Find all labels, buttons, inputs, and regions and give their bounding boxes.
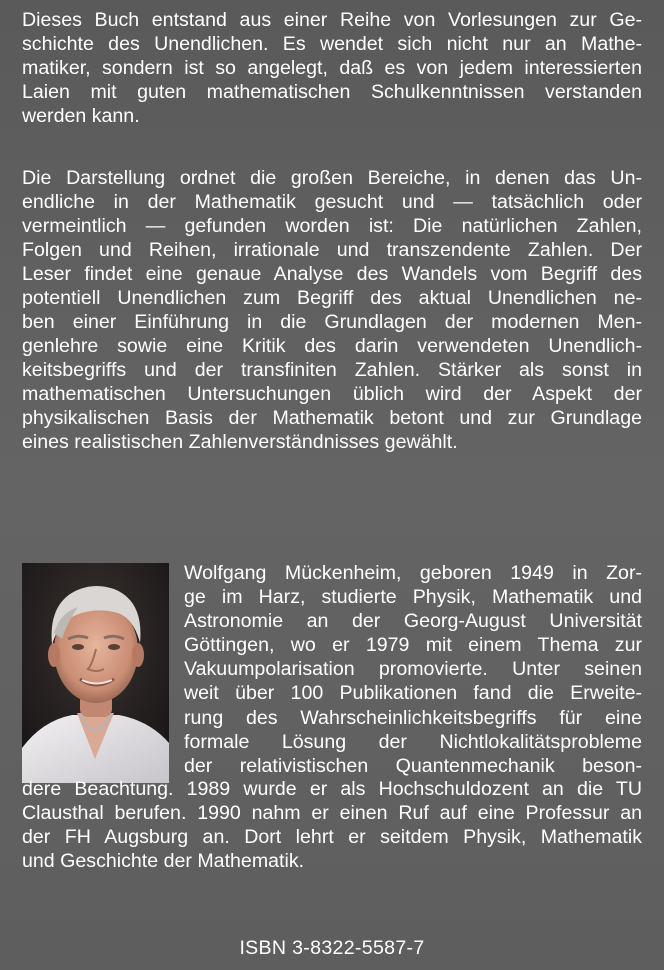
description-line: mathematischen Untersuchungen üblich wird der Aspekt der [22, 383, 642, 405]
description-line: physikalischen Basis der Mathematik betont und zur Grundlage [22, 407, 642, 429]
description-line: genlehre sowie eine Kritik des darin verwendeten Unendlich- [22, 335, 642, 357]
author-bio-full-width [22, 777, 642, 873]
description-line: vermeintlich — gefunden worden ist: Die natürlichen Zahlen, [22, 215, 642, 237]
description-line: ben einer Einführung in die Grundlagen der modernen Men- [22, 311, 642, 333]
author-bio-line: und Geschichte der Mathematik. [22, 850, 305, 873]
author-bio-line: dere Beachtung. 1989 wurde er als Hochschuldozent an die TU [22, 778, 642, 800]
author-bio-line: der relativistischen Quantenmechanik beson- [184, 754, 642, 777]
author-bio-line: Göttingen, wo er 1979 mit einem Thema zur [184, 634, 642, 657]
description-line: endliche in der Mathematik gesucht und — tatsächlich oder [22, 191, 642, 213]
intro-line: werden kann. [22, 105, 140, 127]
intro-line: Laien mit guten mathematischen Schulkenntnissen verstanden [22, 81, 642, 103]
author-photo [22, 563, 169, 783]
intro-line: Dieses Buch entstand aus einer Reihe von Vorlesungen zur Ge- [22, 9, 642, 31]
intro-line: matiker, sondern ist so angelegt, daß es von jedem interessierten [22, 57, 642, 79]
author-bio-line: Vakuumpolarisation promovierte. Unter seinen [184, 658, 642, 681]
author-bio-line: ge im Harz, studierte Physik, Mathematik und [184, 586, 642, 609]
author-bio-line: rung des Wahrscheinlichkeitsbegriffs für eine [184, 706, 642, 729]
description-paragraph [22, 166, 642, 454]
description-line: Folgen und Reihen, irrationale und transzendente Zahlen. Der [22, 239, 642, 261]
author-bio-line: Astronomie an der Georg-August Universität [184, 610, 642, 633]
author-bio-line: Clausthal berufen. 1990 nahm er einen Ruf auf eine Professur an [22, 802, 642, 825]
description-line: Leser findet eine genaue Analyse des Wandels vom Begriff des [22, 263, 642, 285]
description-line: Die Darstellung ordnet die großen Bereiche, in denen das Un- [22, 167, 642, 189]
description-line: potentiell Unendlichen zum Begriff des aktual Unendlichen ne- [22, 287, 642, 309]
author-bio-line: Wolfgang Mückenheim, geboren 1949 in Zor- [184, 562, 642, 584]
description-line: eines realistischen Zahlenverständnisses gewählt. [22, 431, 458, 453]
isbn-number: ISBN 3-8322-5587-7 [239, 937, 425, 959]
author-bio-beside-photo [184, 561, 642, 778]
author-bio-line: weit über 100 Publikationen fand die Erweite- [184, 682, 642, 705]
author-bio-line: der FH Augsburg an. Dort lehrt er seitdem Physik, Mathematik [22, 826, 642, 849]
author-bio-line: formale Lösung der Nichtlokalitätsprobleme [184, 730, 642, 753]
intro-line: schichte des Unendlichen. Es wendet sich nicht nur an Mathe- [22, 33, 642, 55]
intro-paragraph [22, 8, 642, 128]
description-line: keitsbegriffs und der transfiniten Zahlen. Stärker als sonst in [22, 359, 642, 381]
